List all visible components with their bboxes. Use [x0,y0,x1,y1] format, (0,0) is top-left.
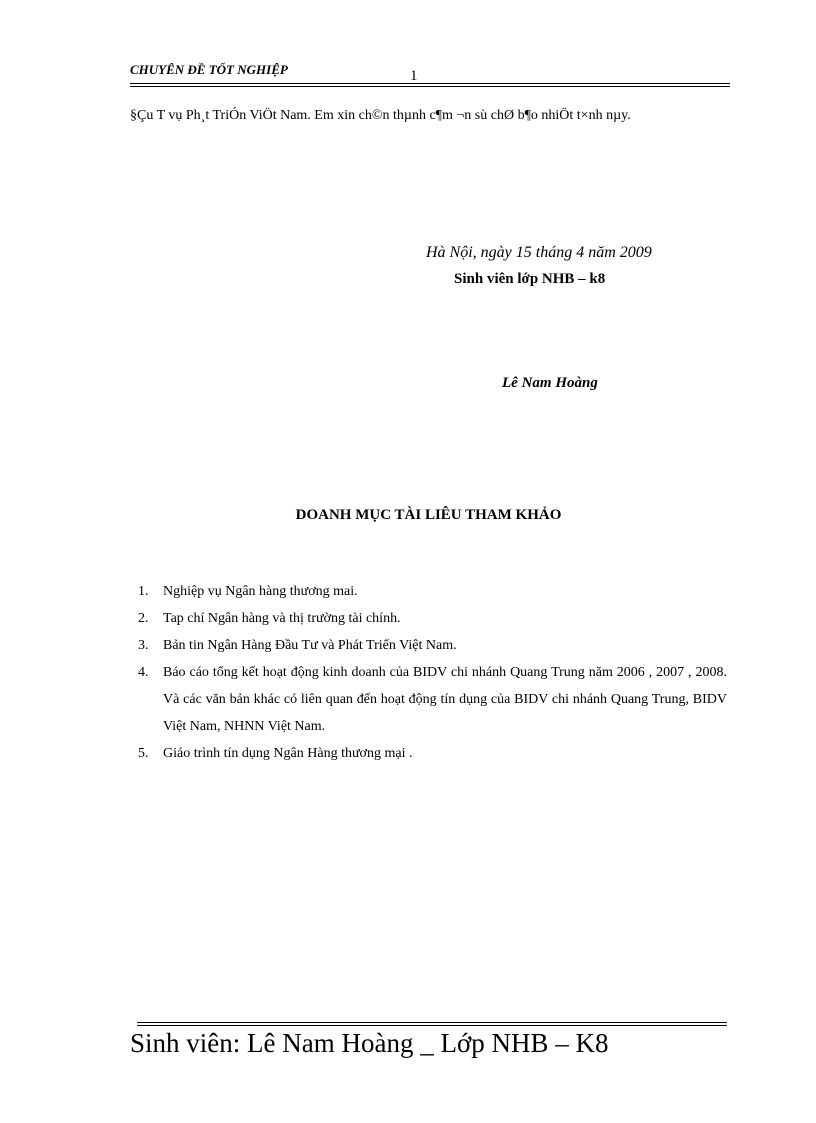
signature-date: Hà Nội, ngày 15 tháng 4 năm 2009 [426,244,652,261]
list-item [130,740,727,767]
list-item-number: 4. [138,665,149,680]
list-item [130,578,727,605]
list-item-text: Báo cáo tổng kết hoạt động kinh doanh của BIDV chi nhánh Quang Trung năm 2006 , 2007 , 2008. Và các văn bản khác có liên quan đến hoạt động tín dụng của BIDV chi nhánh Quang Trung, BIDV Việt Nam, NHNN Việt Nam. [163,665,727,734]
references-list [130,578,727,767]
list-item-text: Giáo trình tín dụng Ngân Hàng thương mại . [163,746,413,761]
list-item-number: 2. [138,611,149,626]
list-item [130,632,727,659]
list-item-text: Tap chí Ngân hàng và thị trường tài chính. [163,611,401,626]
header-title: CHUYÊN ĐỀ TỐT NGHIỆP [130,62,288,77]
references-title: DOANH MỤC TÀI LIÊU THAM KHẢO [295,507,562,523]
signature-name: Lê Nam Hoàng [502,375,598,391]
page-number: 1 [410,68,418,84]
list-item-text: Bản tin Ngân Hàng Đầu Tư và Phát Triển Việt Nam. [163,638,457,653]
body-paragraph: §Çu T vụ Ph¸t TriÓn ViÖt Nam. Em xin ch©n thµnh c¶m ¬n sù chØ b¶o nhiÖt t×nh nµy. [130,108,631,123]
list-item-number: 1. [138,584,149,599]
footer-rule-bottom [137,1025,727,1026]
list-item [130,605,727,632]
header-rule-bottom [130,86,730,87]
list-item-text: Nghiệp vụ Ngân hàng thương mai. [163,584,358,599]
list-item [130,659,727,740]
signature-class: Sinh viên lớp NHB – k8 [454,271,606,287]
footer-text: Sinh viên: Lê Nam Hoàng _ Lớp NHB – K8 [130,1028,609,1058]
list-item-number: 3. [138,638,149,653]
list-item-number: 5. [138,746,149,761]
header-rule-top [130,83,730,84]
footer-rule-top [137,1022,727,1023]
